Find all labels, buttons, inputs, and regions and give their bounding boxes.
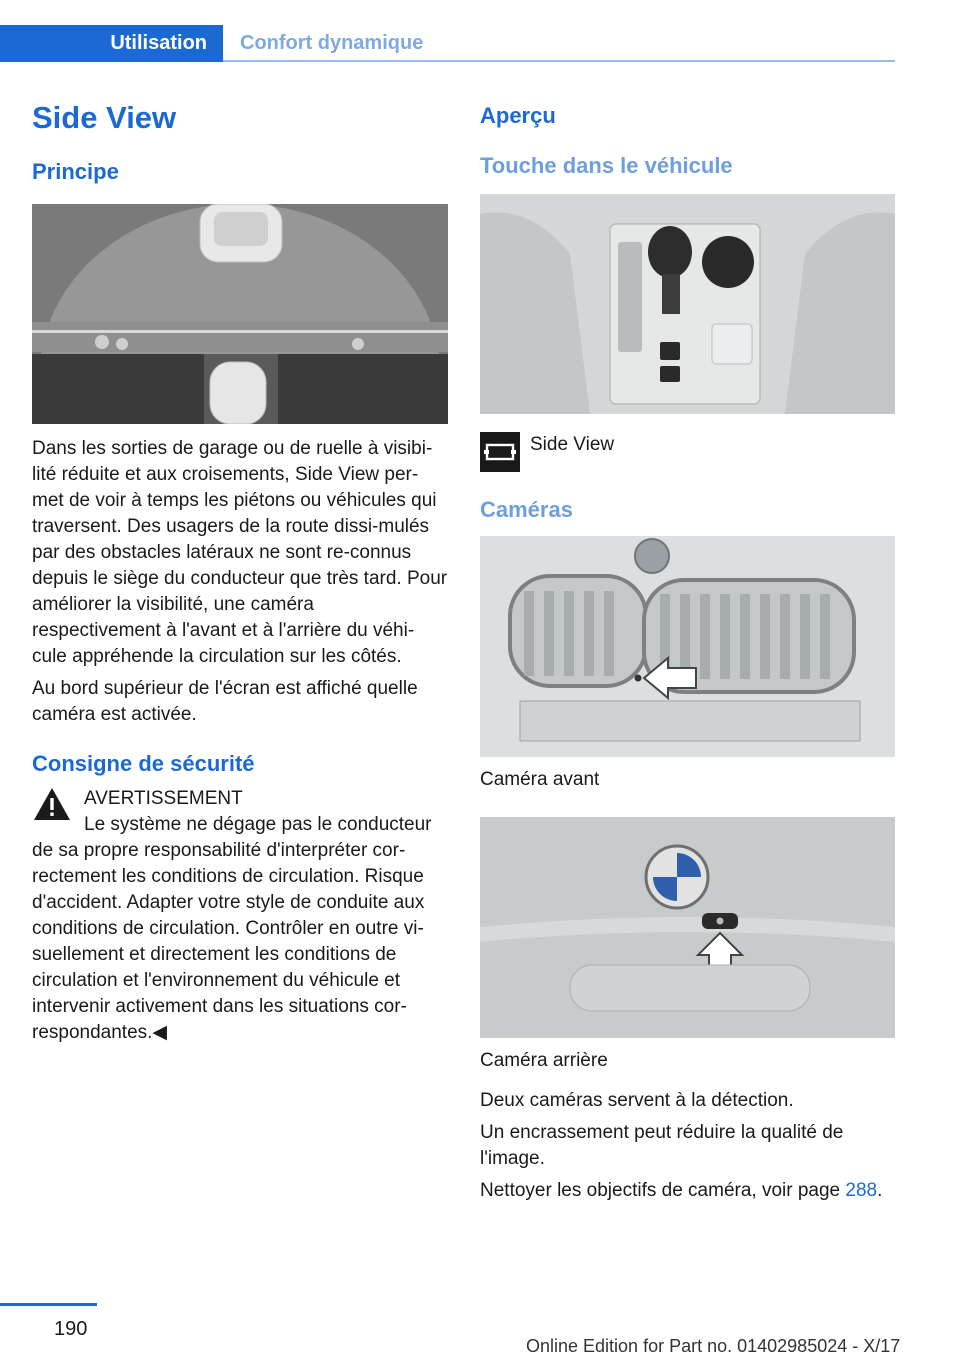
side-view-diagram-image <box>32 204 448 424</box>
page-title: Side View <box>32 100 177 135</box>
rear-camera-image <box>480 817 895 1038</box>
side-view-camera-icon <box>480 432 520 477</box>
heading-principe: Principe <box>32 159 119 184</box>
tab-confort-dynamique[interactable]: Confort dynamique <box>240 32 424 54</box>
footer-rule <box>0 1303 97 1306</box>
heading-touche: Touche dans le véhicule <box>480 153 733 178</box>
side-view-button-row <box>480 432 896 472</box>
tab-utilisation[interactable]: Utilisation <box>0 25 223 62</box>
center-console-image <box>480 194 895 414</box>
heading-apercu: Aperçu <box>480 103 556 128</box>
nettoyer-period: . <box>877 1180 883 1201</box>
edition-text: Online Edition for Part no. 01402985024 - X/17 <box>526 1336 901 1356</box>
paragraph-nettoyer <box>480 1178 896 1204</box>
caption-front-camera: Caméra avant <box>480 769 600 790</box>
heading-cameras: Caméras <box>480 497 573 522</box>
nettoyer-text: Nettoyer les objectifs de caméra, voir page <box>480 1180 846 1201</box>
warning-block <box>32 786 448 1046</box>
paragraph-principe: Dans les sorties de garage ou de ruelle à visibi-lité réduite et aux croisements, Side View per-met de voir à temps les piétons ou véhicules qui traversent. Des usagers de la route dissi-mulés par des obstacles latéraux ne sont re-connus depuis le siège du conducteur que très tard. Pour améliorer la visibilité, une caméra respectivement à l'avant et à l'arrière du véhi-cule appréhende la circulation sur les côtés. <box>32 438 448 667</box>
left-column <box>32 96 448 1046</box>
page-number: 190 <box>54 1318 88 1340</box>
paragraph-deux-cameras: Deux caméras servent à la détection. <box>480 1090 794 1111</box>
warning-text: Le système ne dégage pas le conducteur de sa propre responsabilité d'interpréter cor-rectement les conditions de circulation. Risque d'accident. Adapter votre style de conduite aux conditions de circulation. Contrôler en outre vi-suellement et directement les conditions de circulation et l'environnement du véhicule et intervenir activement dans les situations cor-respondantes.◀ <box>32 814 432 1043</box>
page-header <box>0 25 895 62</box>
paragraph-encrassement: Un encrassement peut réduire la qualité de l'image. <box>480 1122 844 1169</box>
heading-consigne: Consigne de sécurité <box>32 751 255 776</box>
front-camera-image <box>480 536 895 757</box>
page-link-288[interactable]: 288 <box>845 1180 878 1201</box>
caption-rear-camera: Caméra arrière <box>480 1050 608 1071</box>
right-column <box>480 100 896 1204</box>
warning-title: AVERTISSEMENT <box>84 788 243 809</box>
paragraph-ecran: Au bord supérieur de l'écran est affiché quelle caméra est activée. <box>32 678 418 725</box>
warning-icon <box>32 786 72 827</box>
side-view-label: Side View <box>530 434 615 455</box>
header-rule <box>223 60 895 62</box>
